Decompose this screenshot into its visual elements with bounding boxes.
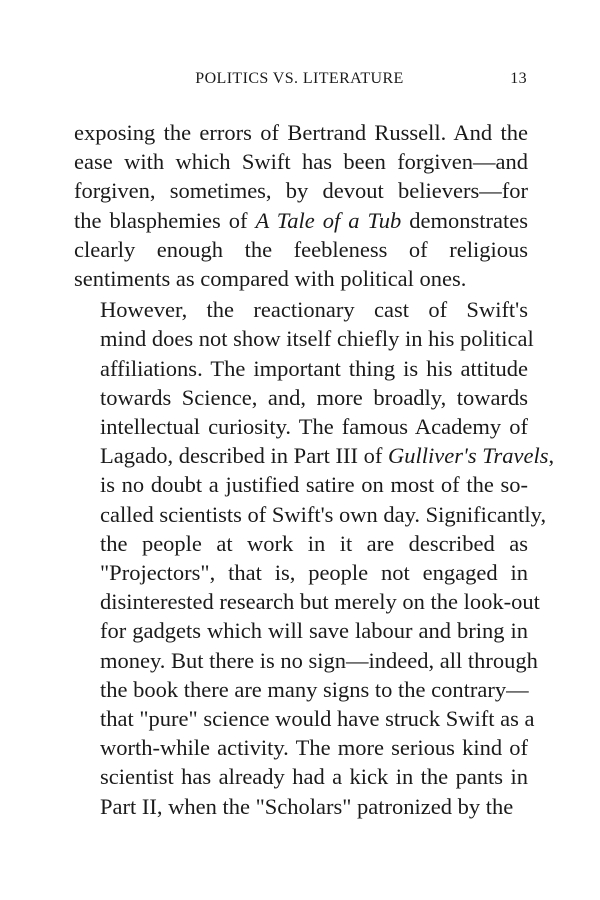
text-run: affiliations. The important thing is his attitude (100, 355, 528, 381)
text-run: However, the reactionary cast of Swift's (100, 297, 528, 323)
text-line (74, 147, 528, 176)
italic-title: A Tale of a Tub (255, 207, 402, 233)
text-run: the people at work in it are described as (100, 530, 528, 556)
text-run: worth-while activity. The more serious kind of (100, 735, 528, 761)
text-line (74, 675, 528, 704)
text-run: ease with which Swift has been forgiven—and (74, 149, 528, 175)
text-run: money. But there is no sign—indeed, all through (100, 647, 538, 673)
text-run: the blasphemies of (74, 207, 256, 233)
text-line (74, 176, 528, 205)
text-line (74, 762, 528, 791)
text-line (74, 354, 528, 383)
text-run: called scientists of Swift's own day. Significantly, (100, 501, 547, 527)
text-run: exposing the errors of Bertrand Russell. And the (74, 120, 528, 145)
text-line (74, 206, 528, 235)
running-head (72, 70, 527, 94)
italic-title: Gulliver's Travels (388, 443, 549, 469)
text-line (74, 295, 528, 324)
text-line (74, 616, 528, 645)
text-line (74, 558, 528, 587)
text-line (74, 792, 528, 821)
text-run: forgiven, sometimes, by devout believers—for (74, 178, 528, 204)
text-line (74, 470, 528, 499)
text-run: demonstrates (401, 207, 529, 233)
text-line (74, 264, 528, 293)
text-line (74, 704, 535, 733)
text-line (74, 587, 540, 616)
text-line (74, 412, 528, 441)
text-run: disinterested research but merely on the look-out (100, 589, 540, 615)
text-line (74, 646, 538, 675)
text-line (74, 324, 534, 353)
text-line (74, 235, 528, 264)
text-line (74, 118, 528, 147)
text-run: , (548, 443, 555, 469)
text-run: for gadgets which will save labour and bring in (100, 618, 528, 644)
text-run: clearly enough the feebleness of religious (74, 236, 528, 262)
text-run: Part II, when the "Scholars" patronized by the (100, 793, 514, 819)
text-run: "Projectors", that is, people not engaged in (100, 560, 528, 586)
text-run: intellectual curiosity. The famous Academy of (100, 414, 528, 440)
paragraph (74, 118, 528, 293)
text-run: sentiments as compared with political ones. (74, 266, 467, 292)
text-line (74, 733, 528, 762)
text-run: the book there are many signs to the contrary— (100, 676, 529, 702)
text-run: scientist has already had a kick in the pants in (100, 764, 528, 790)
text-run: towards Science, and, more broadly, towards (100, 384, 528, 410)
body-text (74, 118, 555, 821)
text-line (74, 529, 528, 558)
running-title: POLITICS VS. LITERATURE (195, 70, 404, 87)
text-run: mind does not show itself chiefly in his political (100, 326, 534, 352)
page-number: 13 (510, 70, 527, 87)
text-line (74, 500, 547, 529)
text-run: is no doubt a justified satire on most of the so- (100, 472, 528, 498)
text-line (74, 441, 555, 470)
paragraph (74, 295, 555, 821)
text-run: Lagado, described in Part III of (100, 443, 389, 469)
text-run: that "pure" science would have struck Swift as a (100, 706, 535, 732)
text-line (74, 383, 528, 412)
